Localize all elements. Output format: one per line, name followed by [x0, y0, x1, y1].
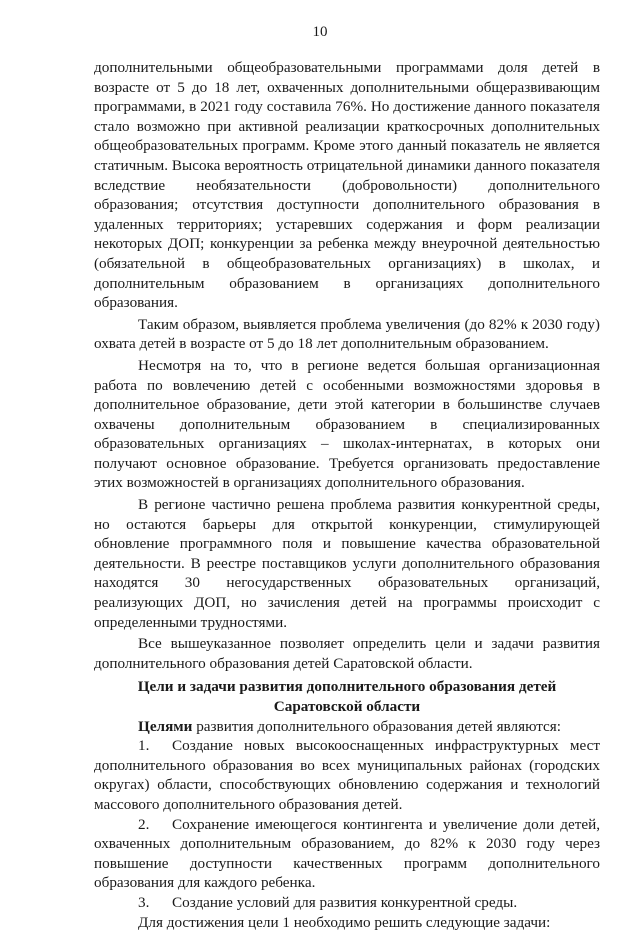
section-heading-line: Саратовской области	[273, 698, 421, 715]
list-item-number: 1.	[138, 737, 150, 755]
list-item-number: 2.	[138, 815, 150, 833]
list-item	[94, 893, 600, 913]
list-item-number: 3.	[138, 893, 150, 911]
page-number: 10	[312, 24, 328, 40]
list-item-text: Сохранение имеющегося контингента и увеличение доли детей, охваченных дополнительным образованием, до 82% к 2030 году через повышение доступности качественных программ дополнительного образования для каждого ребенка.	[94, 815, 600, 892]
list-item	[94, 736, 600, 814]
goals-intro-bold: Целями	[138, 717, 193, 735]
closing-line: Для достижения цели 1 необходимо решить следующие задачи:	[138, 913, 551, 931]
paragraph: Все вышеуказанное позволяет определить цели и задачи развития дополнительного образования детей Саратовской области.	[94, 635, 600, 672]
list-item-text: Создание новых высокооснащенных инфраструктурных мест дополнительного образования во всех муниципальных районах (городских округах) области, способствующих обновлению содержания и технологий массового дополнительного образования детей.	[94, 737, 600, 813]
section-heading-line: Цели и задачи развития дополнительного образования детей	[137, 678, 557, 696]
goals-intro	[94, 717, 600, 737]
goals-intro-text: развития дополнительного образования детей являются:	[192, 717, 562, 735]
paragraph: Несмотря на то, что в регионе ведется большая организационная работа по вовлечению детей с особенными возможностями здоровья в дополнительное образование, дети этой категории в большинстве случаев охвачены дополнительным образованием в специализированных образовательных организациях – школах-интернатах, в которых они получают основное образование. Требуется организовать предоставление этих возможностей в организациях дополнительного образования.	[94, 356, 600, 492]
list-item	[94, 815, 600, 893]
list-item-text: Создание условий для развития конкурентной среды.	[172, 893, 518, 911]
paragraph: В регионе частично решена проблема развития конкурентной среды, но остаются барьеры для открытой конкуренции, стимулирующей обновление программного поля и повышение качества образовательной деятельности. В реестре поставщиков услуги дополнительного образования находятся 30 негосударственных образовательных организаций, реализующих ДОП, но зачисления детей на программы происходит с определенными трудностями.	[94, 496, 600, 631]
paragraph: дополнительными общеобразовательными программами доля детей в возрасте от 5 до 18 лет, охваченных дополнительными общеразвивающим программами, в 2021 году составила 76%. Но достижение данного показателя стало возможно при активной реализации краткосрочных дополнительных общеобразовательных программ. Кроме этого данный показатель не является статичным. Высока вероятность отрицательной динамики данного показателя вследствие необязательности (добровольности) дополнительного образования; отсутствия доступности дополнительного образования в удаленных территориях; устаревших содержания и форм реализации некоторых ДОП; конкуренции за ребенка между внеурочной деятельностью (обязательной в общеобразовательных организациях) в школах, и дополнительным образованием в организациях дополнительного образования.	[94, 59, 600, 312]
paragraph: Таким образом, выявляется проблема увеличения (до 82% к 2030 году) охвата детей в возрасте от 5 до 18 лет дополнительным образованием.	[94, 315, 600, 353]
document-body	[94, 58, 600, 932]
section-heading	[94, 677, 600, 716]
